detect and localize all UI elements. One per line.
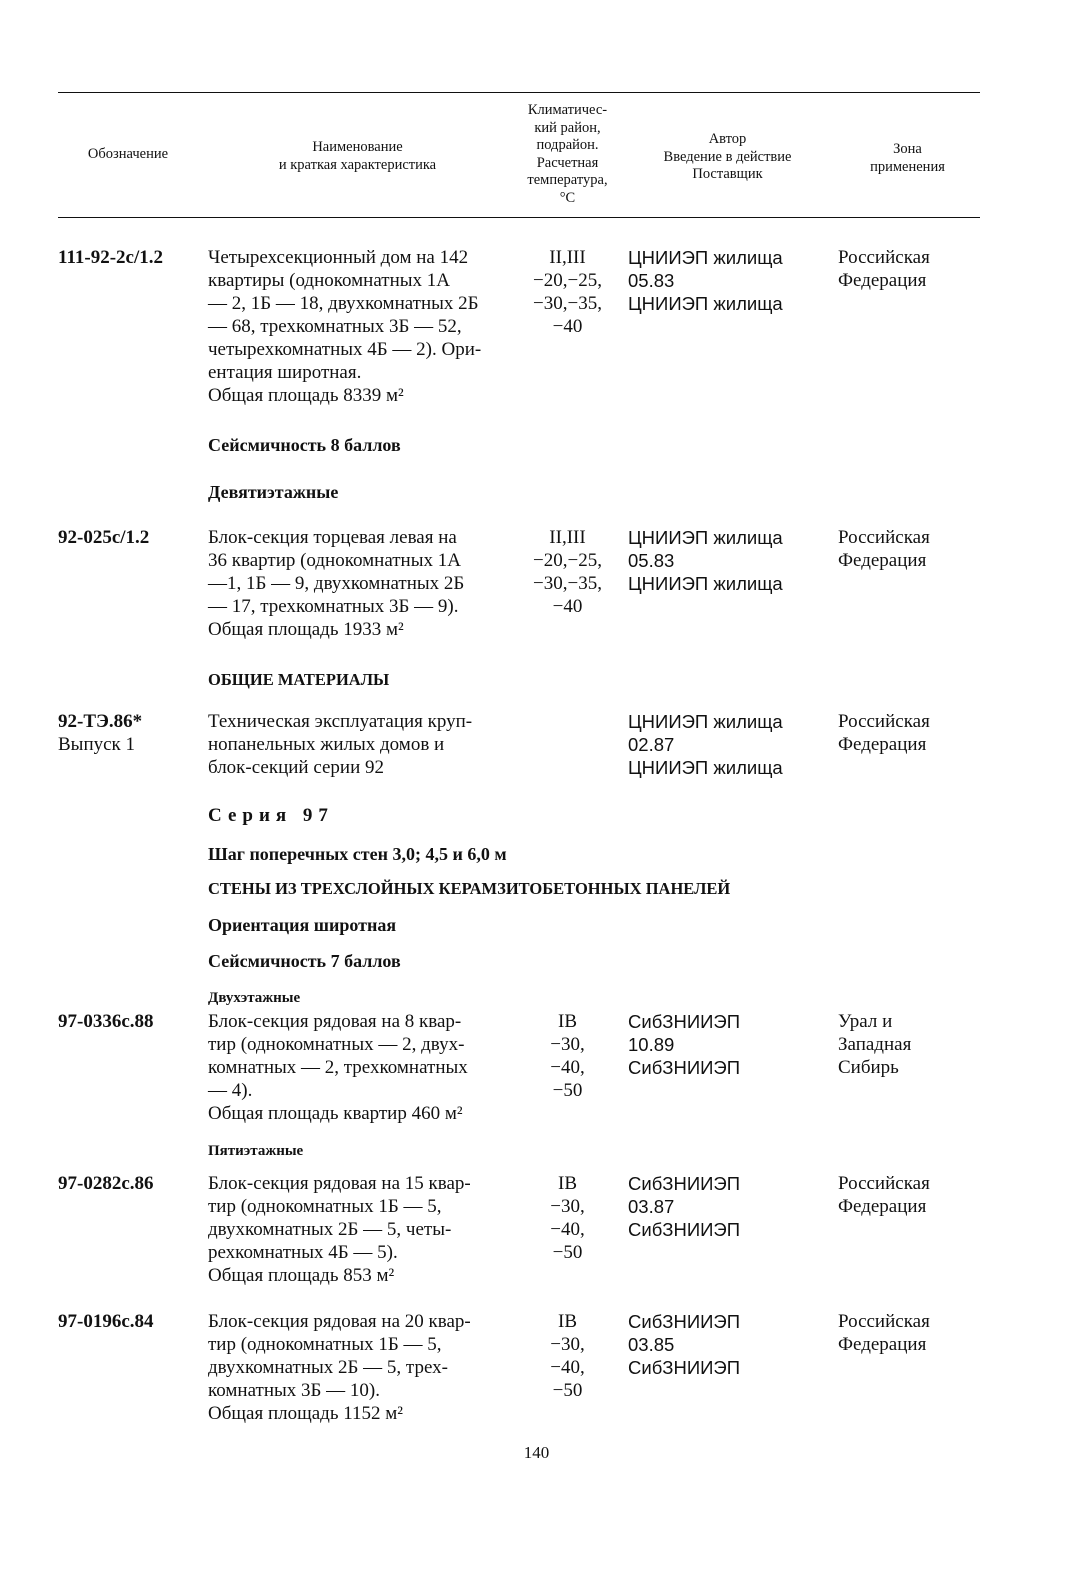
header-zone	[835, 141, 980, 176]
cell-text-line: ЦНИИЭП жилища	[628, 573, 783, 594]
cell-text-line: 36 квартир (однокомнатных 1А	[208, 550, 461, 571]
cell-text-line: СибЗНИИЭП	[628, 1311, 741, 1332]
cell-text-line: 03.87	[628, 1196, 675, 1217]
header-climate-line: Расчетная	[536, 154, 599, 171]
cell-text-line: Выпуск 1	[58, 734, 136, 755]
header-name-line: и краткая характеристика	[278, 156, 437, 173]
header-climate-line: температура,	[527, 172, 608, 188]
row-author	[628, 710, 833, 779]
table-top-rule	[58, 92, 980, 93]
cell-text-line: 92-025с/1.2	[58, 527, 150, 548]
section-heading: Сейсмичность 7 баллов	[208, 951, 401, 971]
cell-text-line: 05.83	[628, 270, 675, 291]
cell-text-line: Общая площадь 1152 м²	[208, 1403, 404, 1424]
cell-text-line: ЦНИИЭП жилища	[628, 293, 783, 314]
cell-text-line: −20,−25,	[533, 270, 602, 291]
header-author-line: Поставщик	[692, 166, 763, 182]
cell-text-line: −30,−35,	[533, 573, 602, 594]
header-zone-line: применения	[870, 158, 945, 175]
header-name	[205, 139, 510, 174]
cell-text-line: Блок-секция рядовая на 15 квар-	[208, 1173, 471, 1194]
row-climate	[505, 246, 630, 338]
cell-text-line: двухкомнатных 2Б — 5, трех-	[208, 1357, 448, 1378]
row-code	[58, 1310, 203, 1333]
cell-text-line: Общая площадь 1933 м²	[208, 619, 404, 640]
section-heading: Пятиэтажные	[208, 1143, 304, 1159]
header-climate	[500, 102, 635, 207]
table-header-bottom-rule	[58, 217, 980, 218]
cell-text-line: 111-92-2с/1.2	[58, 247, 164, 268]
cell-text-line: −40,	[550, 1219, 585, 1240]
cell-text-line: ЦНИИЭП жилища	[628, 757, 783, 778]
cell-text-line: тир (однокомнатных 1Б — 5,	[208, 1196, 442, 1217]
cell-text-line: 97-0336с.88	[58, 1011, 154, 1032]
cell-text-line: II,III	[549, 527, 586, 548]
cell-text-line: тир (однокомнатных — 2, двух-	[208, 1034, 465, 1055]
cell-text-line: −30,	[550, 1034, 585, 1055]
row-code	[58, 1010, 203, 1033]
cell-text-line: Общая площадь 8339 м²	[208, 385, 404, 406]
cell-text-line: —1, 1Б — 9, двухкомнатных 2Б	[208, 573, 465, 594]
header-name-line: Наименование	[312, 139, 403, 155]
cell-text-line: — 2, 1Б — 18, двухкомнатных 2Б	[208, 293, 479, 314]
header-zone-line: Зона	[893, 141, 922, 157]
cell-text-line: двухкомнатных 2Б — 5, четы-	[208, 1219, 452, 1240]
cell-text-line: СибЗНИИЭП	[628, 1057, 741, 1078]
row-name	[208, 1010, 500, 1125]
cell-text-line: ентация широтная.	[208, 362, 362, 383]
row-climate	[505, 1172, 630, 1264]
cell-text-line: 97-0282с.86	[58, 1173, 154, 1194]
section-heading: ОБЩИЕ МАТЕРИАЛЫ	[208, 670, 390, 689]
row-name	[208, 710, 500, 779]
cell-text-line: −20,−25,	[533, 550, 602, 571]
cell-text-line: Федерация	[838, 550, 927, 571]
cell-text-line: комнатных 3Б — 10).	[208, 1380, 381, 1401]
cell-text-line: Федерация	[838, 734, 927, 755]
row-name	[208, 526, 500, 641]
section-heading: Сейсмичность 8 баллов	[208, 435, 401, 455]
section-heading: СТЕНЫ ИЗ ТРЕХСЛОЙНЫХ КЕРАМЗИТОБЕТОННЫХ ПАНЕЛЕЙ	[208, 879, 731, 898]
cell-text-line: Общая площадь квартир 460 м²	[208, 1103, 463, 1124]
cell-text-line: 02.87	[628, 734, 675, 755]
cell-text-line: −30,−35,	[533, 293, 602, 314]
cell-text-line: Российская	[838, 1311, 930, 1332]
cell-text-line: Блок-секция торцевая левая на	[208, 527, 457, 548]
cell-text-line: −40	[552, 316, 583, 337]
row-climate	[505, 1010, 630, 1102]
cell-text-line: −50	[552, 1080, 583, 1101]
cell-text-line: −30,	[550, 1334, 585, 1355]
cell-text-line: 97-0196с.84	[58, 1311, 154, 1332]
cell-text-line: — 4).	[208, 1080, 253, 1101]
cell-text-line: тир (однокомнатных 1Б — 5,	[208, 1334, 442, 1355]
row-author	[628, 1010, 833, 1079]
row-code	[58, 1172, 203, 1195]
cell-text-line: Федерация	[838, 270, 927, 291]
row-zone	[838, 526, 980, 572]
row-zone	[838, 246, 980, 292]
section-heading: Ориентация широтная	[208, 915, 397, 935]
cell-text-line: IВ	[558, 1173, 577, 1194]
cell-text-line: Сибирь	[838, 1057, 899, 1078]
cell-text-line: Блок-секция рядовая на 20 квар-	[208, 1311, 471, 1332]
header-climate-line: подрайон.	[536, 137, 599, 153]
cell-text-line: СибЗНИИЭП	[628, 1011, 741, 1032]
row-author	[628, 526, 833, 595]
header-code-line: Обозначение	[87, 146, 169, 162]
row-code	[58, 710, 203, 756]
cell-text-line: IВ	[558, 1311, 577, 1332]
cell-text-line: −50	[552, 1380, 583, 1401]
cell-text-line: 92-ТЭ.86*	[58, 711, 143, 732]
row-climate	[505, 1310, 630, 1402]
cell-text-line: блок-секций серии 92	[208, 757, 385, 778]
series-heading: Серия 97	[208, 805, 334, 826]
cell-text-line: −50	[552, 1242, 583, 1263]
cell-text-line: ЦНИИЭП жилища	[628, 247, 783, 268]
cell-text-line: IВ	[558, 1011, 577, 1032]
header-climate-line: °С	[559, 189, 576, 206]
cell-text-line: 03.85	[628, 1334, 675, 1355]
cell-text-line: Российская	[838, 527, 930, 548]
cell-text-line: СибЗНИИЭП	[628, 1219, 741, 1240]
cell-text-line: четырехкомнатных 4Б — 2). Ори-	[208, 339, 482, 360]
cell-text-line: −40,	[550, 1357, 585, 1378]
section-heading: Шаг поперечных стен 3,0; 4,5 и 6,0 м	[208, 844, 507, 864]
cell-text-line: −30,	[550, 1196, 585, 1217]
cell-text-line: квартиры (однокомнатных 1А	[208, 270, 450, 291]
cell-text-line: −40	[552, 596, 583, 617]
row-code	[58, 246, 203, 269]
page-number: 140	[523, 1443, 550, 1462]
cell-text-line: Российская	[838, 1173, 930, 1194]
header-climate-line: Климатичес-	[527, 102, 608, 118]
row-name	[208, 246, 500, 407]
cell-text-line: Российская	[838, 711, 930, 732]
cell-text-line: ЦНИИЭП жилища	[628, 711, 783, 732]
header-author	[635, 131, 820, 184]
row-author	[628, 1172, 833, 1241]
cell-text-line: Техническая эксплуатация круп-	[208, 711, 473, 732]
header-author-line: Введение в действие	[663, 148, 792, 165]
cell-text-line: комнатных — 2, трехкомнатных	[208, 1057, 468, 1078]
cell-text-line: Российская	[838, 247, 930, 268]
cell-text-line: Общая площадь 853 м²	[208, 1265, 395, 1286]
row-zone	[838, 1310, 980, 1356]
cell-text-line: СибЗНИИЭП	[628, 1173, 741, 1194]
cell-text-line: Федерация	[838, 1334, 927, 1355]
row-climate	[505, 526, 630, 618]
cell-text-line: нопанельных жилых домов и	[208, 734, 445, 755]
cell-text-line: СибЗНИИЭП	[628, 1357, 741, 1378]
cell-text-line: Западная	[838, 1034, 912, 1055]
row-author	[628, 246, 833, 315]
cell-text-line: 10.89	[628, 1034, 675, 1055]
header-climate-line: кий район,	[534, 119, 601, 136]
cell-text-line: Федерация	[838, 1196, 927, 1217]
cell-text-line: Четырехсекционный дом на 142	[208, 247, 469, 268]
row-zone	[838, 710, 980, 756]
row-name	[208, 1172, 500, 1287]
row-zone	[838, 1172, 980, 1218]
row-name	[208, 1310, 500, 1425]
cell-text-line: Урал и	[838, 1011, 893, 1032]
section-heading: Девятиэтажные	[208, 482, 339, 502]
cell-text-line: Блок-секция рядовая на 8 квар-	[208, 1011, 462, 1032]
cell-text-line: — 17, трехкомнатных 3Б — 9).	[208, 596, 459, 617]
cell-text-line: — 68, трехкомнатных 3Б — 52,	[208, 316, 462, 337]
row-zone	[838, 1010, 980, 1079]
cell-text-line: −40,	[550, 1057, 585, 1078]
row-author	[628, 1310, 833, 1379]
cell-text-line: ЦНИИЭП жилища	[628, 527, 783, 548]
cell-text-line: 05.83	[628, 550, 675, 571]
cell-text-line: рехкомнатных 4Б — 5).	[208, 1242, 398, 1263]
header-author-line: Автор	[708, 131, 747, 147]
cell-text-line: II,III	[549, 247, 586, 268]
section-heading: Двухэтажные	[208, 990, 301, 1006]
header-code	[58, 146, 198, 164]
row-code	[58, 526, 203, 549]
